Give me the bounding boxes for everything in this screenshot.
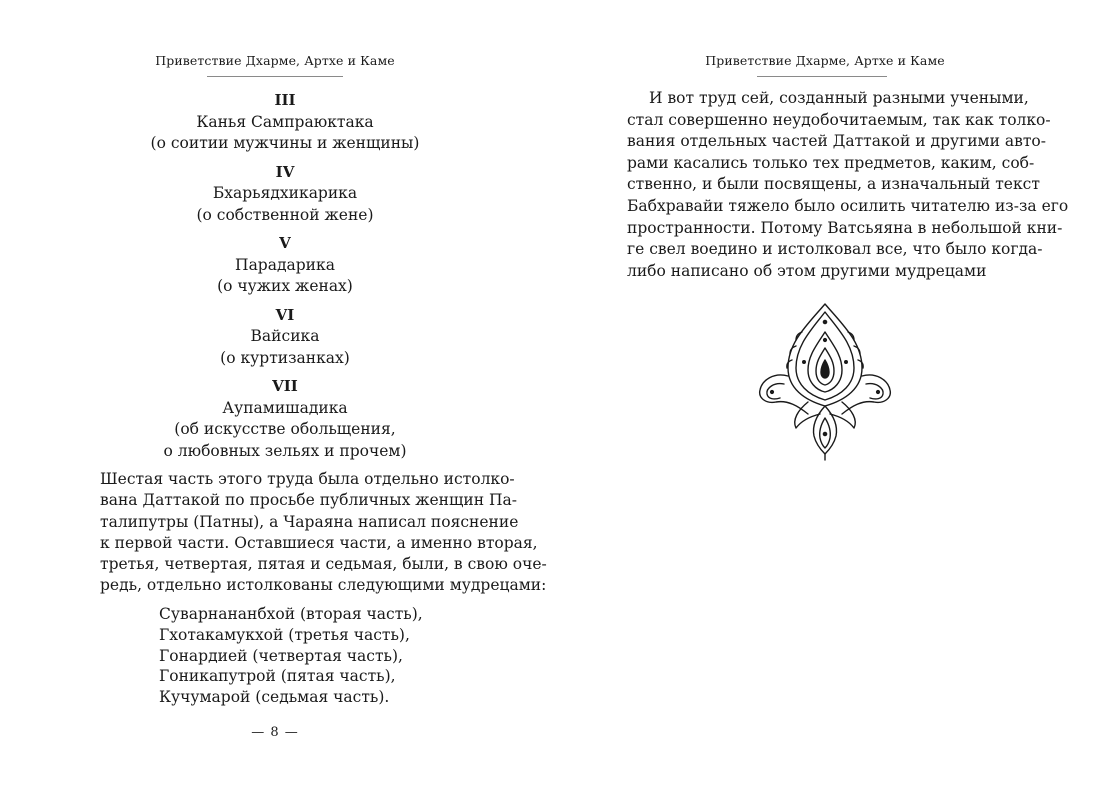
toc-entry <box>100 90 470 155</box>
running-head-left <box>0 53 550 68</box>
list-item: Гонардией (четвертая часть), <box>159 646 403 665</box>
paisley-lotus-ornament-icon <box>758 302 892 462</box>
text-line: вания отдельных частей Даттакой и другими авто- <box>627 132 1046 151</box>
part-numeral: VI <box>275 305 295 324</box>
part-title: Бхарьядхикарика <box>212 184 358 202</box>
toc-entry <box>100 376 470 462</box>
part-description: (о соитии мужчины и женщины) <box>150 134 420 152</box>
toc-entry <box>100 162 470 227</box>
sages-list <box>159 604 479 708</box>
running-head-text: Приветствие Дхарме, Артхе и Каме <box>155 53 395 68</box>
part-description: (о чужих женах) <box>217 277 353 295</box>
part-description: (об искусстве обольщения, <box>174 420 396 438</box>
list-item: Суварнананбхой (вторая часть), <box>159 605 423 623</box>
part-numeral: III <box>274 91 296 109</box>
text-line: вана Даттакой по просьбе публичных женщин Па- <box>100 491 518 510</box>
page-number: — 8 — <box>251 725 299 740</box>
header-rule <box>757 76 887 77</box>
header-rule <box>207 76 343 77</box>
text-line: либо написано об этом другими мудрецами <box>627 261 987 280</box>
part-numeral: V <box>279 234 291 252</box>
text-line: И вот труд сей, созданный разными учеными, <box>649 89 1029 107</box>
toc-entry <box>100 305 470 370</box>
part-title: Аупамишадика <box>222 398 348 417</box>
toc-entry <box>100 233 470 298</box>
part-title: Канья Сампраюктака <box>196 112 374 131</box>
list-item: Гоникапутрой (пятая часть), <box>159 667 396 686</box>
list-item: Гхотакамукхой (третья часть), <box>159 625 410 644</box>
body-paragraph <box>100 469 547 597</box>
body-paragraph <box>627 88 1069 282</box>
part-description: (о собственной жене) <box>196 205 374 224</box>
part-title: Парадарика <box>235 255 335 274</box>
text-line: ге свел воедино и истолковал все, что было когда- <box>627 240 1043 259</box>
text-line: рами касались только тех предметов, каким, соб- <box>627 153 1035 172</box>
text-line: Шестая часть этого труда была отдельно истолко- <box>100 470 515 488</box>
text-line: ственно, и были посвящены, а изначальный текст <box>627 175 1040 194</box>
text-line: стал совершенно неудобочитаемым, так как толко- <box>627 110 1051 129</box>
text-line: редь, отдельно истолкованы следующими мудрецами: <box>100 576 547 595</box>
parts-list <box>100 90 470 469</box>
text-line: третья, четвертая, пятая и седьмая, были, в свою оче- <box>100 555 547 574</box>
running-head-right <box>550 53 1100 68</box>
part-numeral: VII <box>272 377 298 395</box>
list-item: Кучумарой (седьмая часть). <box>159 688 390 707</box>
text-line: пространности. Потому Ватсьяяна в небольшой кни- <box>627 218 1063 237</box>
text-line: к первой части. Оставшиеся части, а именно вторая, <box>100 533 538 552</box>
running-head-text: Приветствие Дхарме, Артхе и Каме <box>705 53 945 68</box>
text-line: талипутры (Патны), а Чараяна написал пояснение <box>100 512 519 531</box>
part-numeral: IV <box>275 162 295 181</box>
right-page <box>550 0 1100 797</box>
part-title: Вайсика <box>250 327 320 345</box>
part-description: о любовных зельях и прочем) <box>163 441 407 460</box>
part-description: (о куртизанках) <box>220 348 350 367</box>
text-line: Бабхравайи тяжело было осилить читателю из-за его <box>627 196 1069 215</box>
